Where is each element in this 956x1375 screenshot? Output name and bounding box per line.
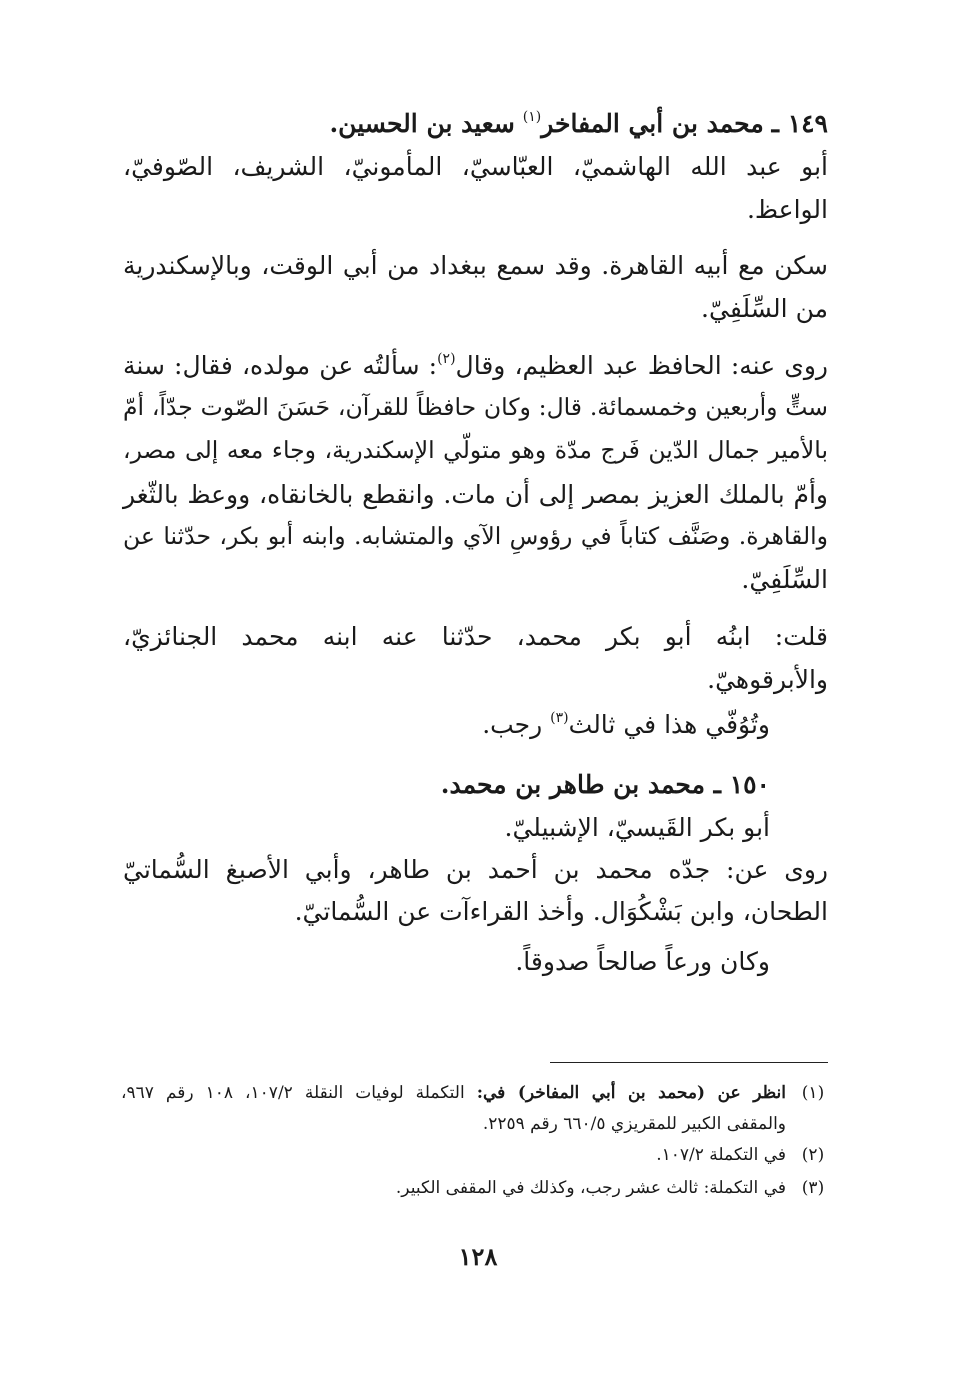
footnote-3-number: (٣) xyxy=(801,1178,825,1198)
footnote-ref-2: (٢) xyxy=(437,350,456,367)
entry-149-p3-line-1a: روى عنه: الحافظ عبد العظيم، وقال xyxy=(455,351,828,380)
entry-150-p2-line-1: روى عن: جدّه محمد بن أحمد بن طاهر، وأبي الأصبغ السُّماتيّ xyxy=(123,855,828,884)
entry-149-p2-line-2: من السِّلَفِيّ. xyxy=(701,294,828,323)
entry-149-p3-line-4: وأمّ بالملك العزيز بمصر إلى أن مات. وانقطع بالخانقاه، ووعظ بالثّغر xyxy=(123,480,828,509)
entry-149-heading xyxy=(123,110,828,138)
footnote-1-source: انظر عن (محمد بن أبي المفاخر) في: xyxy=(476,1083,787,1103)
entry-150-heading: ١٥٠ ـ محمد بن طاهر بن محمد. xyxy=(440,770,770,799)
footnote-1-rest: التكملة لوفيات النقلة ١٠٧/٢، ١٠٨ رقم ٩٦٧، xyxy=(121,1083,465,1103)
footnote-1-line-2: والمقفى الكبير للمقريزي ٦٦٠/٥ رقم ٢٢٥٩. xyxy=(482,1114,786,1134)
footnote-ref-1: (١) xyxy=(522,108,542,125)
entry-149-p3-line-1b: : سألتُه عن مولده، فقال: سنة xyxy=(123,351,438,380)
entry-149-p3-line-3: بالأمير جمال الدّين فَرج مدّة وهو متولّي الإسكندرية، وجاء معه إلى مصر، xyxy=(123,436,828,464)
footnote-separator xyxy=(550,1062,828,1063)
footnote-1-number: (١) xyxy=(801,1083,825,1103)
entry-149-p4-line-1: قلت: ابنُه أبو بكر محمد، حدّثنا عنه ابنه محمد الجنائزيّ، xyxy=(123,622,828,651)
entry-149-p4-line-2: والأبرقوهيّ. xyxy=(707,665,828,694)
entry-150-line-1: أبو بكر القَيسيّ، الإشبيليّ. xyxy=(504,813,770,842)
footnote-1-line-1 xyxy=(121,1083,786,1103)
entry-149-name-rest: سعيد بن الحسين. xyxy=(329,109,515,138)
entry-149-p3-line-2: ستٍّ وأربعين وخمسمائة. قال: وكان حافظاً للقرآن، حَسَنَ الصّوت جدّاً، أمّ xyxy=(123,393,828,421)
entry-149-line-2: الواعظ. xyxy=(746,195,828,224)
footnote-ref-3: (٣) xyxy=(550,709,569,726)
footnote-2-text: في التكملة ١٠٧/٢. xyxy=(656,1145,786,1165)
entry-149-p2-line-1: سكن مع أبيه القاهرة. وقد سمع ببغداد من أبي الوقت، وبالإسكندرية xyxy=(123,251,828,280)
entry-149-p3-line-1 xyxy=(123,352,828,380)
entry-149-p5-a: وتُوُفّي هذا في ثالث xyxy=(568,710,770,739)
entry-149-p5 xyxy=(65,711,770,739)
entry-150-p3: وكان ورعاً صالحاً صدوقاً. xyxy=(515,947,770,976)
entry-149-number: ١٤٩ ـ xyxy=(771,109,828,138)
entry-149-line-1: أبو عبد الله الهاشميّ، العبّاسيّ، المأمونيّ، الشريف، الصّوفيّ، xyxy=(123,152,828,181)
page-number: ١٢٨ xyxy=(458,1242,498,1271)
footnote-3-text: في التكملة: ثالث عشر رجب، وكذلك في المقفى الكبير. xyxy=(395,1178,786,1198)
entry-149-name: محمد بن أبي المفاخر xyxy=(541,109,764,138)
entry-150-p2-line-2: الطحان، وابن بَشْكُوَال. وأخذ القراءآت عن السُّماتيّ. xyxy=(294,897,828,926)
entry-149-p3-line-5: والقاهرة. وصَنَّف كتاباً في رؤوسِ الآي والمتشابه. وابنه أبو بكر، حدّثنا عن xyxy=(123,522,828,550)
entry-149-p5-b: رجب. xyxy=(482,710,543,739)
footnote-2-number: (٢) xyxy=(801,1145,825,1165)
entry-149-p3-line-6: السِّلَفِيّ. xyxy=(741,565,828,594)
